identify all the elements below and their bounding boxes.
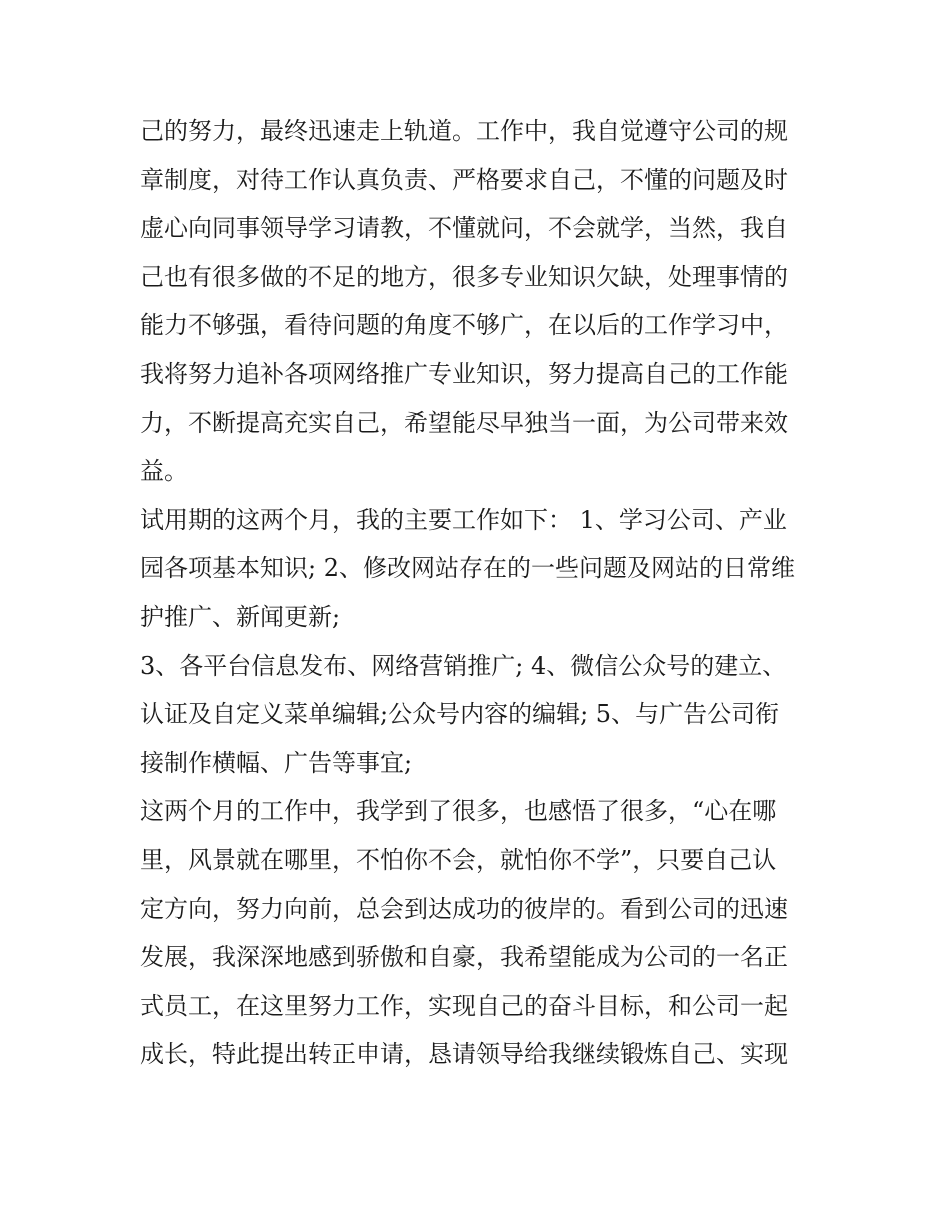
text-line: 虚心向同事领导学习请教，不懂就问，不会就学，当然，我自 (140, 214, 788, 243)
text-line: 能力不够强，看待问题的角度不够广，在以后的工作学习中， (140, 311, 788, 340)
text-line: 认证及自定义菜单编辑;公众号内容的编辑; 5、与广告公司衔 (140, 700, 780, 729)
text-line: 园各项基本知识; 2、修改网站存在的一些问题及网站的日常维 (140, 554, 795, 583)
text-line: 发展，我深深地感到骄傲和自豪，我希望能成为公司的一名正 (140, 943, 788, 972)
text-line: 章制度，对待工作认真负责、严格要求自己，不懂的问题及时 (140, 165, 788, 194)
text-line: 3、各平台信息发布、网络营销推广; 4、微信公众号的建立、 (140, 651, 787, 680)
text-line: 接制作横幅、广告等事宜; (140, 748, 413, 777)
paragraph-main-tasks (140, 496, 820, 642)
paragraph-work-attitude (140, 107, 820, 496)
text-line: 己的努力，最终迅速走上轨道。工作中，我自觉遵守公司的规 (140, 117, 788, 145)
text-line: 成长，特此提出转正申请，恳请领导给我继续锻炼自己、实现 (140, 1040, 788, 1069)
text-line: 护推广、新闻更新; (140, 602, 341, 631)
text-line: 这两个月的工作中，我学到了很多，也感悟了很多，“心在哪 (140, 797, 777, 826)
text-line: 己也有很多做的不足的地方，很多专业知识欠缺，处理事情的 (140, 262, 788, 291)
text-line: 式员工，在这里努力工作，实现自己的奋斗目标，和公司一起 (140, 991, 788, 1020)
text-line: 我将努力追补各项网络推广专业知识，努力提高自己的工作能 (140, 359, 788, 388)
text-line: 里，风景就在哪里，不怕你不会，就怕你不学”，只要自己认 (140, 845, 777, 874)
paragraph-more-tasks (140, 642, 820, 788)
text-line: 益。 (140, 457, 188, 486)
text-line: 力，不断提高充实自己，希望能尽早独当一面，为公司带来效 (140, 408, 788, 437)
text-line: 定方向，努力向前，总会到达成功的彼岸的。看到公司的迅速 (140, 894, 788, 923)
document-body (140, 107, 820, 1079)
paragraph-reflection (140, 787, 820, 1079)
text-line: 试用期的这两个月，我的主要工作如下： 1、学习公司、产业 (140, 505, 787, 534)
